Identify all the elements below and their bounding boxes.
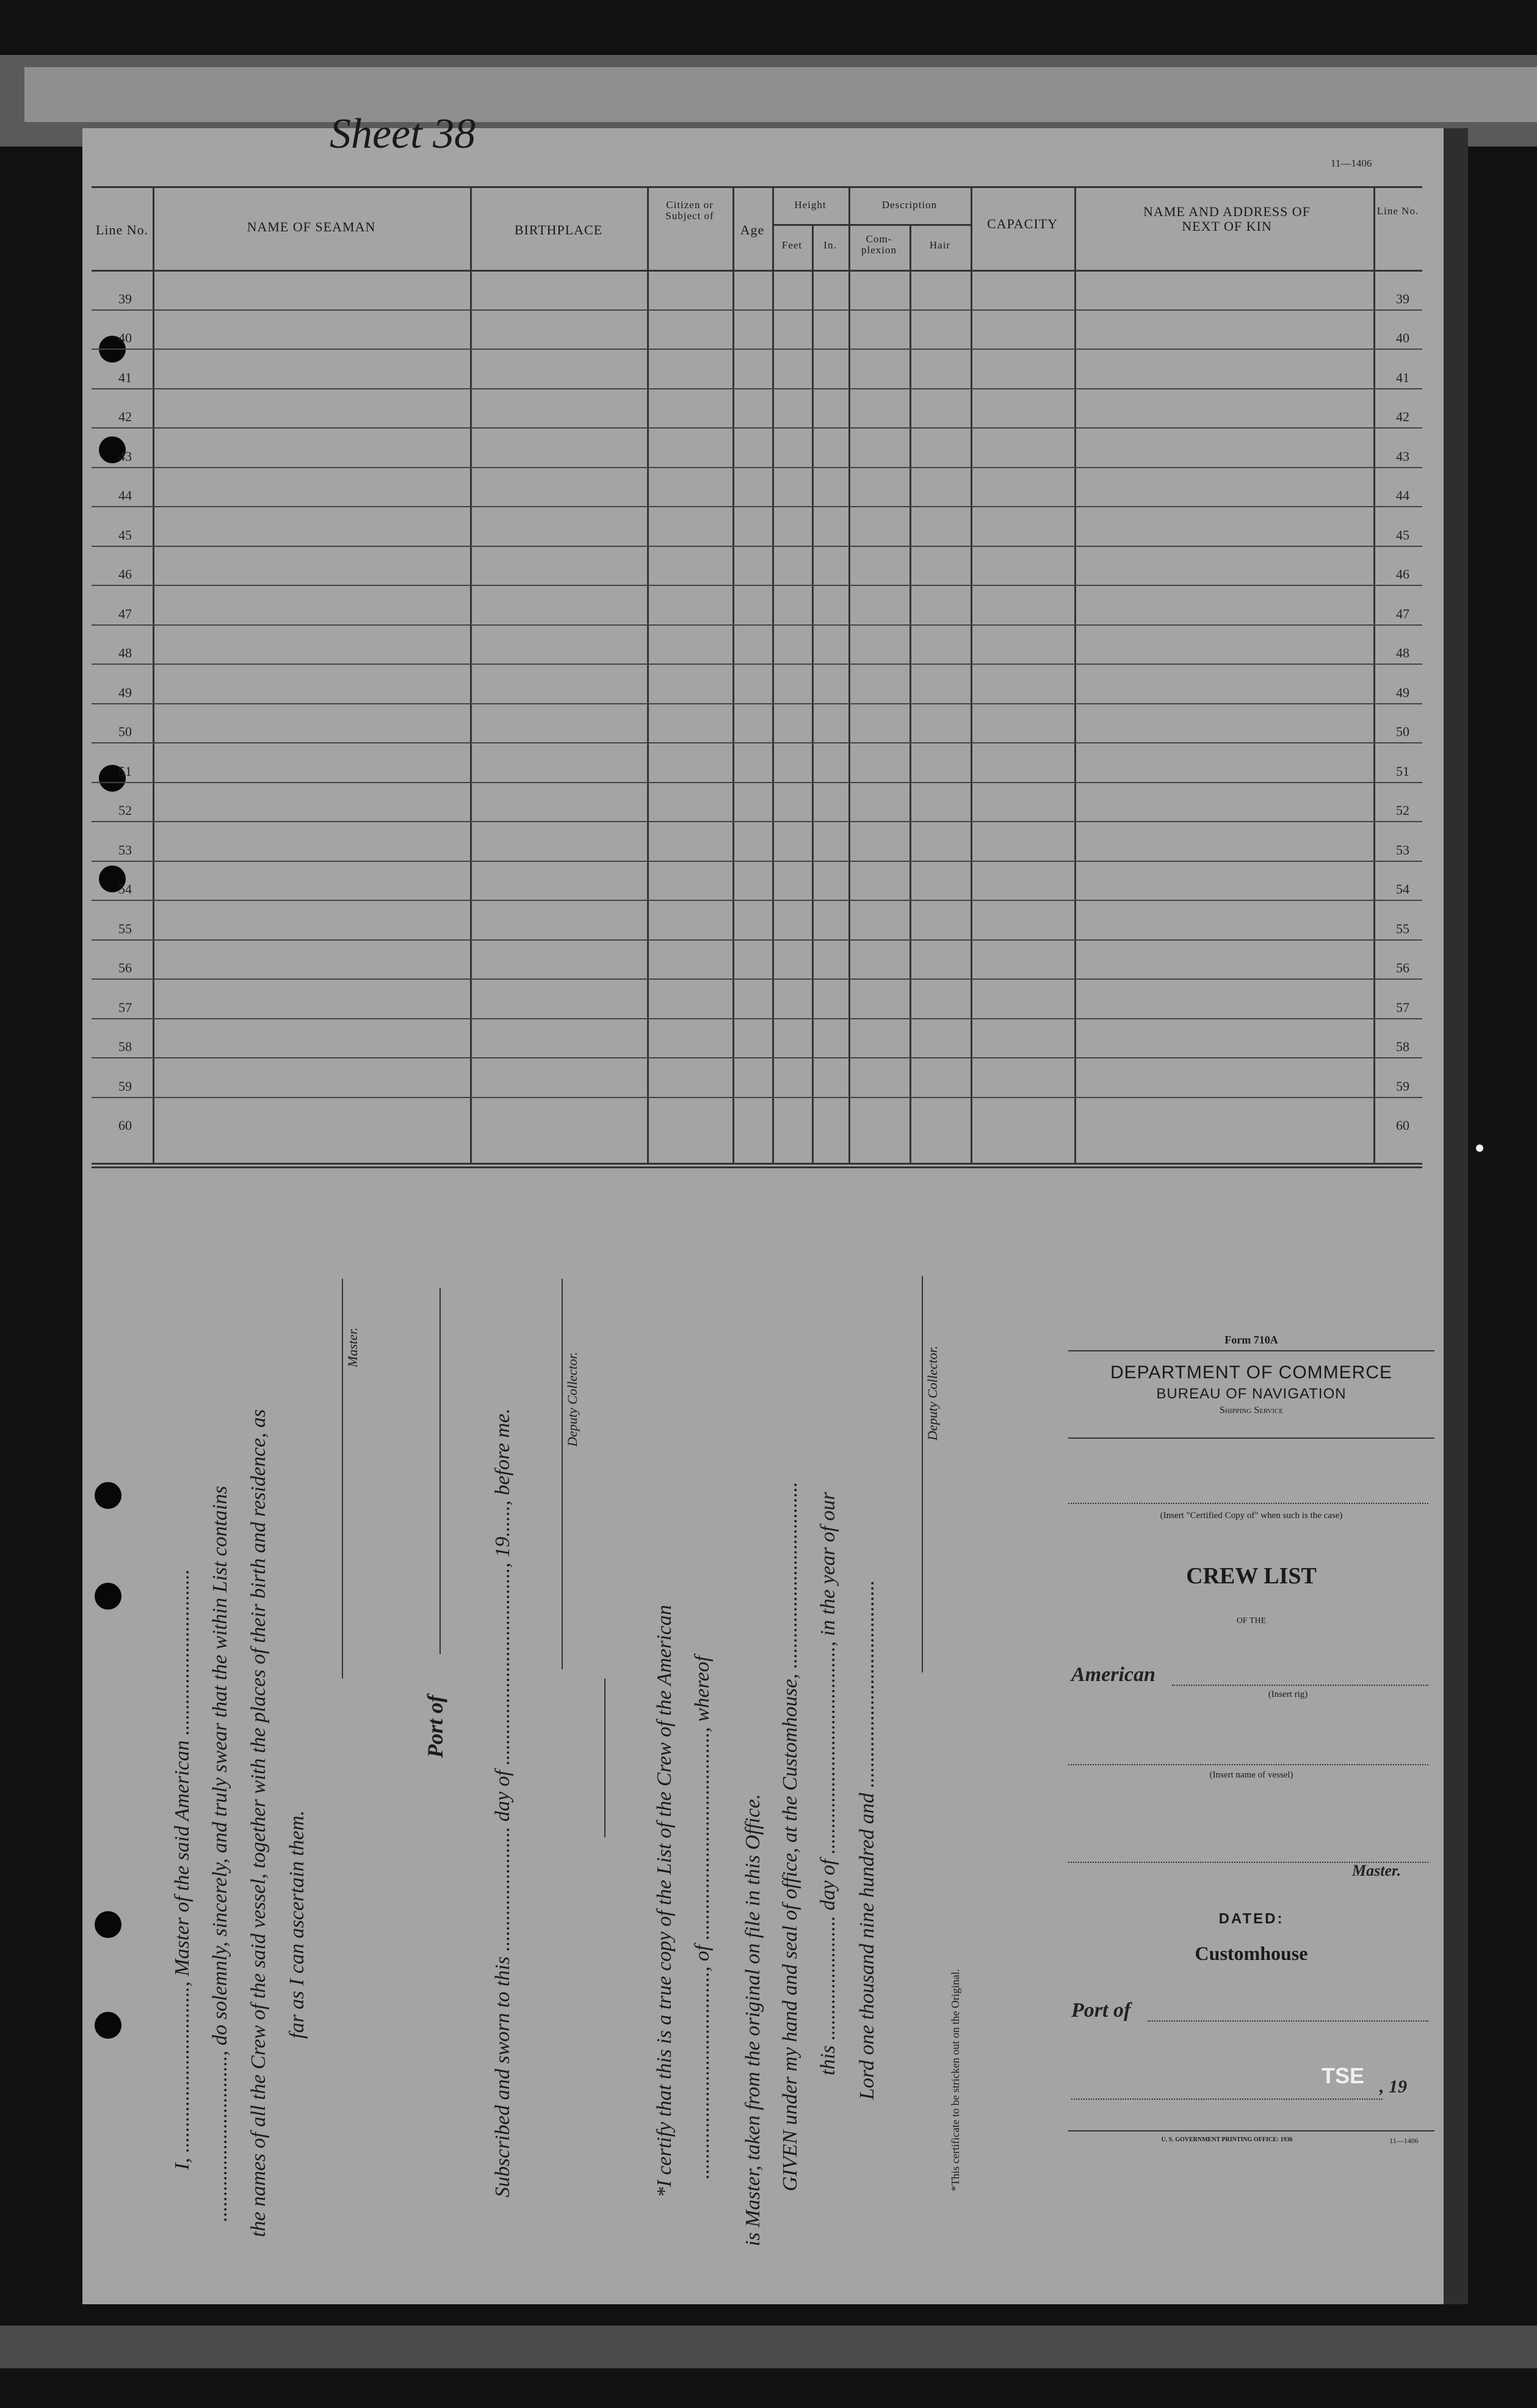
line-number-right: 58 [1396,1039,1409,1054]
line-number-right: 46 [1396,566,1409,582]
table-row-rule [92,663,1422,665]
header-next-of-kin: NAME AND ADDRESS OF NEXT OF KIN [1143,204,1311,234]
bureau-title: BUREAU OF NAVIGATION [1156,1386,1347,1402]
line-number-left: 46 [118,566,132,582]
deputy-signature-line-1 [562,1279,563,1669]
printer-code: 11—1406 [1389,2136,1419,2145]
header-capacity: CAPACITY [987,216,1058,231]
table-row-rule [92,585,1422,586]
dated-label: DATED: [1218,1911,1284,1927]
line-number-right: 40 [1396,330,1409,345]
line-number-right: 45 [1396,527,1409,543]
port-of-docket-label: Port of [1071,1999,1131,2022]
table-row-rule [92,349,1422,350]
line-number-left: 41 [118,369,132,385]
line-number-left: 49 [118,684,132,700]
header-line-no: Line No. [95,222,149,237]
line-number-left: 57 [118,999,132,1015]
line-number-left: 45 [118,527,132,543]
header-hair: Hair [929,239,951,251]
year-suffix: , 19 [1380,2077,1407,2097]
line-number-right: 49 [1396,684,1409,700]
line-number-right: 51 [1396,763,1409,779]
certify-line-6: Lord one thousand nine hundred and ........................................ [856,1580,878,2100]
table-row-rule [92,388,1422,389]
line-number-left: 52 [118,803,132,818]
scan-speck [1476,1144,1483,1152]
line-number-right: 42 [1396,409,1409,424]
header-inches: In. [823,239,837,251]
master-label: Master. [345,1327,360,1367]
header-height: Height [794,199,826,211]
certify-line-3: is Master, taken from the original on file in this Office. [742,1793,764,2246]
line-number-left: 60 [118,1118,132,1133]
line-number-right: 41 [1396,369,1409,385]
table-row-rule [92,1018,1422,1019]
department-title: DEPARTMENT OF COMMERCE [1110,1362,1393,1383]
of-the-label: OF THE [1236,1616,1267,1625]
certify-line-1: *I certify that this is a true copy of the List of the Crew of the American [653,1605,676,2197]
line-number-right: 47 [1396,606,1409,621]
header-birthplace: BIRTHPLACE [514,222,603,237]
crew-table [92,186,1422,1169]
scan-border-bottom [0,2326,1537,2368]
master-signature-line [342,1279,343,1679]
header-complexion: Com-plexion [861,233,897,256]
line-number-right: 48 [1396,645,1409,660]
header-line-no-right: Line No. [1376,205,1419,217]
insert-certified-note: (Insert "Certified Copy of" when such is the case) [1160,1511,1343,1520]
table-row-rule [92,861,1422,862]
line-number-left: 54 [118,881,132,897]
scan-border-strip [24,67,1537,122]
punch-hole-icon [95,1911,121,1938]
table-row-rule [92,309,1422,311]
line-number-right: 44 [1396,488,1409,503]
oath-line-3: the names of all the Crew of the said vessel, together with the places of their birth and residence, as [247,1409,270,2237]
punch-hole-icon [95,1482,121,1509]
oath-line-2: ................................, do solemnly, sincerely, and truly swear that the within List contains [209,1486,231,2222]
line-number-right: 55 [1396,920,1409,936]
table-row-rule [92,821,1422,822]
table-row-rule [92,467,1422,468]
certify-line-4: GIVEN under my hand and seal of office, at the Customhouse, .................................... [779,1481,801,2191]
line-number-left: 40 [118,330,132,345]
line-number-right: 52 [1396,803,1409,818]
header-citizen: Citizen or Subject of [665,199,714,222]
line-number-left: 39 [118,291,132,306]
line-number-right: 57 [1396,999,1409,1015]
certificate-footnote: *This certificate to be stricken out on the Original. [949,1969,961,2191]
insert-rig-note: (Insert rig) [1268,1690,1308,1699]
insert-vessel-note: (Insert name of vessel) [1209,1770,1293,1780]
form-number: Form 710A [1224,1334,1278,1346]
table-row-rule [92,939,1422,941]
table-row-rule [92,742,1422,743]
table-row-rule [92,782,1422,783]
table-row-rule [92,703,1422,704]
header-age: Age [740,222,765,237]
line-number-right: 54 [1396,881,1409,897]
printer-credit: U. S. GOVERNMENT PRINTING OFFICE: 1936 [1161,2136,1293,2143]
port-line [439,1288,441,1654]
punch-hole-icon [95,1583,121,1610]
table-row-rule [92,900,1422,901]
table-row-rule [92,546,1422,547]
line-number-left: 44 [118,488,132,503]
service-title: Shipping Service [1219,1405,1284,1416]
header-description: Description [881,199,938,211]
port-of-label: Port of [423,1695,447,1758]
line-number-left: 55 [118,920,132,936]
line-number-right: 56 [1396,960,1409,975]
oath-line-4: far as I can ascertain them. [286,1810,308,2039]
line-number-left: 59 [118,1078,132,1094]
line-number-left: 48 [118,645,132,660]
line-number-left: 43 [118,448,132,464]
header-feet: Feet [781,239,803,251]
handwritten-stamp: TSE [1322,2063,1365,2088]
line-number-right: 53 [1396,842,1409,858]
crew-list-title: CREW LIST [1186,1563,1317,1589]
table-row-rule [92,506,1422,507]
separator-rule [604,1679,606,1837]
certify-line-2: ........................................, of ........................................, whereof [691,1655,714,2179]
table-row-rule [92,1097,1422,1098]
customhouse-label: Customhouse [1195,1942,1308,1964]
oath-line-1: I, ................................, Master of the said American ................................ [171,1569,193,2170]
line-number-left: 42 [118,409,132,424]
deputy-signature-line-2 [922,1276,923,1672]
line-number-right: 39 [1396,291,1409,306]
line-number-right: 50 [1396,724,1409,739]
deputy-collector-label-1: Deputy Collector. [565,1351,580,1447]
table-row-rule [92,978,1422,980]
certify-line-5: this ........................ day of ........................................, in the year of our [817,1492,839,2075]
table-row-rule [92,624,1422,626]
line-number-left: 51 [118,763,132,779]
line-number-left: 53 [118,842,132,858]
line-number-right: 43 [1396,448,1409,464]
form-code-top: 11—1406 [1331,157,1372,169]
line-number-left: 47 [118,606,132,621]
deputy-collector-label-2: Deputy Collector. [925,1345,940,1441]
subscribed-line: Subscribed and sworn to this ........................ day of ......................................, 19......, before me. [491,1408,514,2197]
table-row-rule [92,1057,1422,1058]
table-row-rule [92,427,1422,428]
line-number-right: 60 [1396,1118,1409,1133]
header-name-of-seaman: NAME OF SEAMAN [247,219,376,234]
line-number-left: 56 [118,960,132,975]
handwritten-sheet-note: Sheet 38 [330,110,476,157]
line-number-left: 58 [118,1039,132,1054]
master-docket-label: Master. [1352,1862,1401,1879]
american-label: American [1071,1663,1155,1686]
line-number-left: 50 [118,724,132,739]
punch-hole-icon [95,2012,121,2039]
page-edge-shadow [1444,128,1468,2304]
docket-panel [1068,1325,1434,2145]
line-number-right: 59 [1396,1078,1409,1094]
